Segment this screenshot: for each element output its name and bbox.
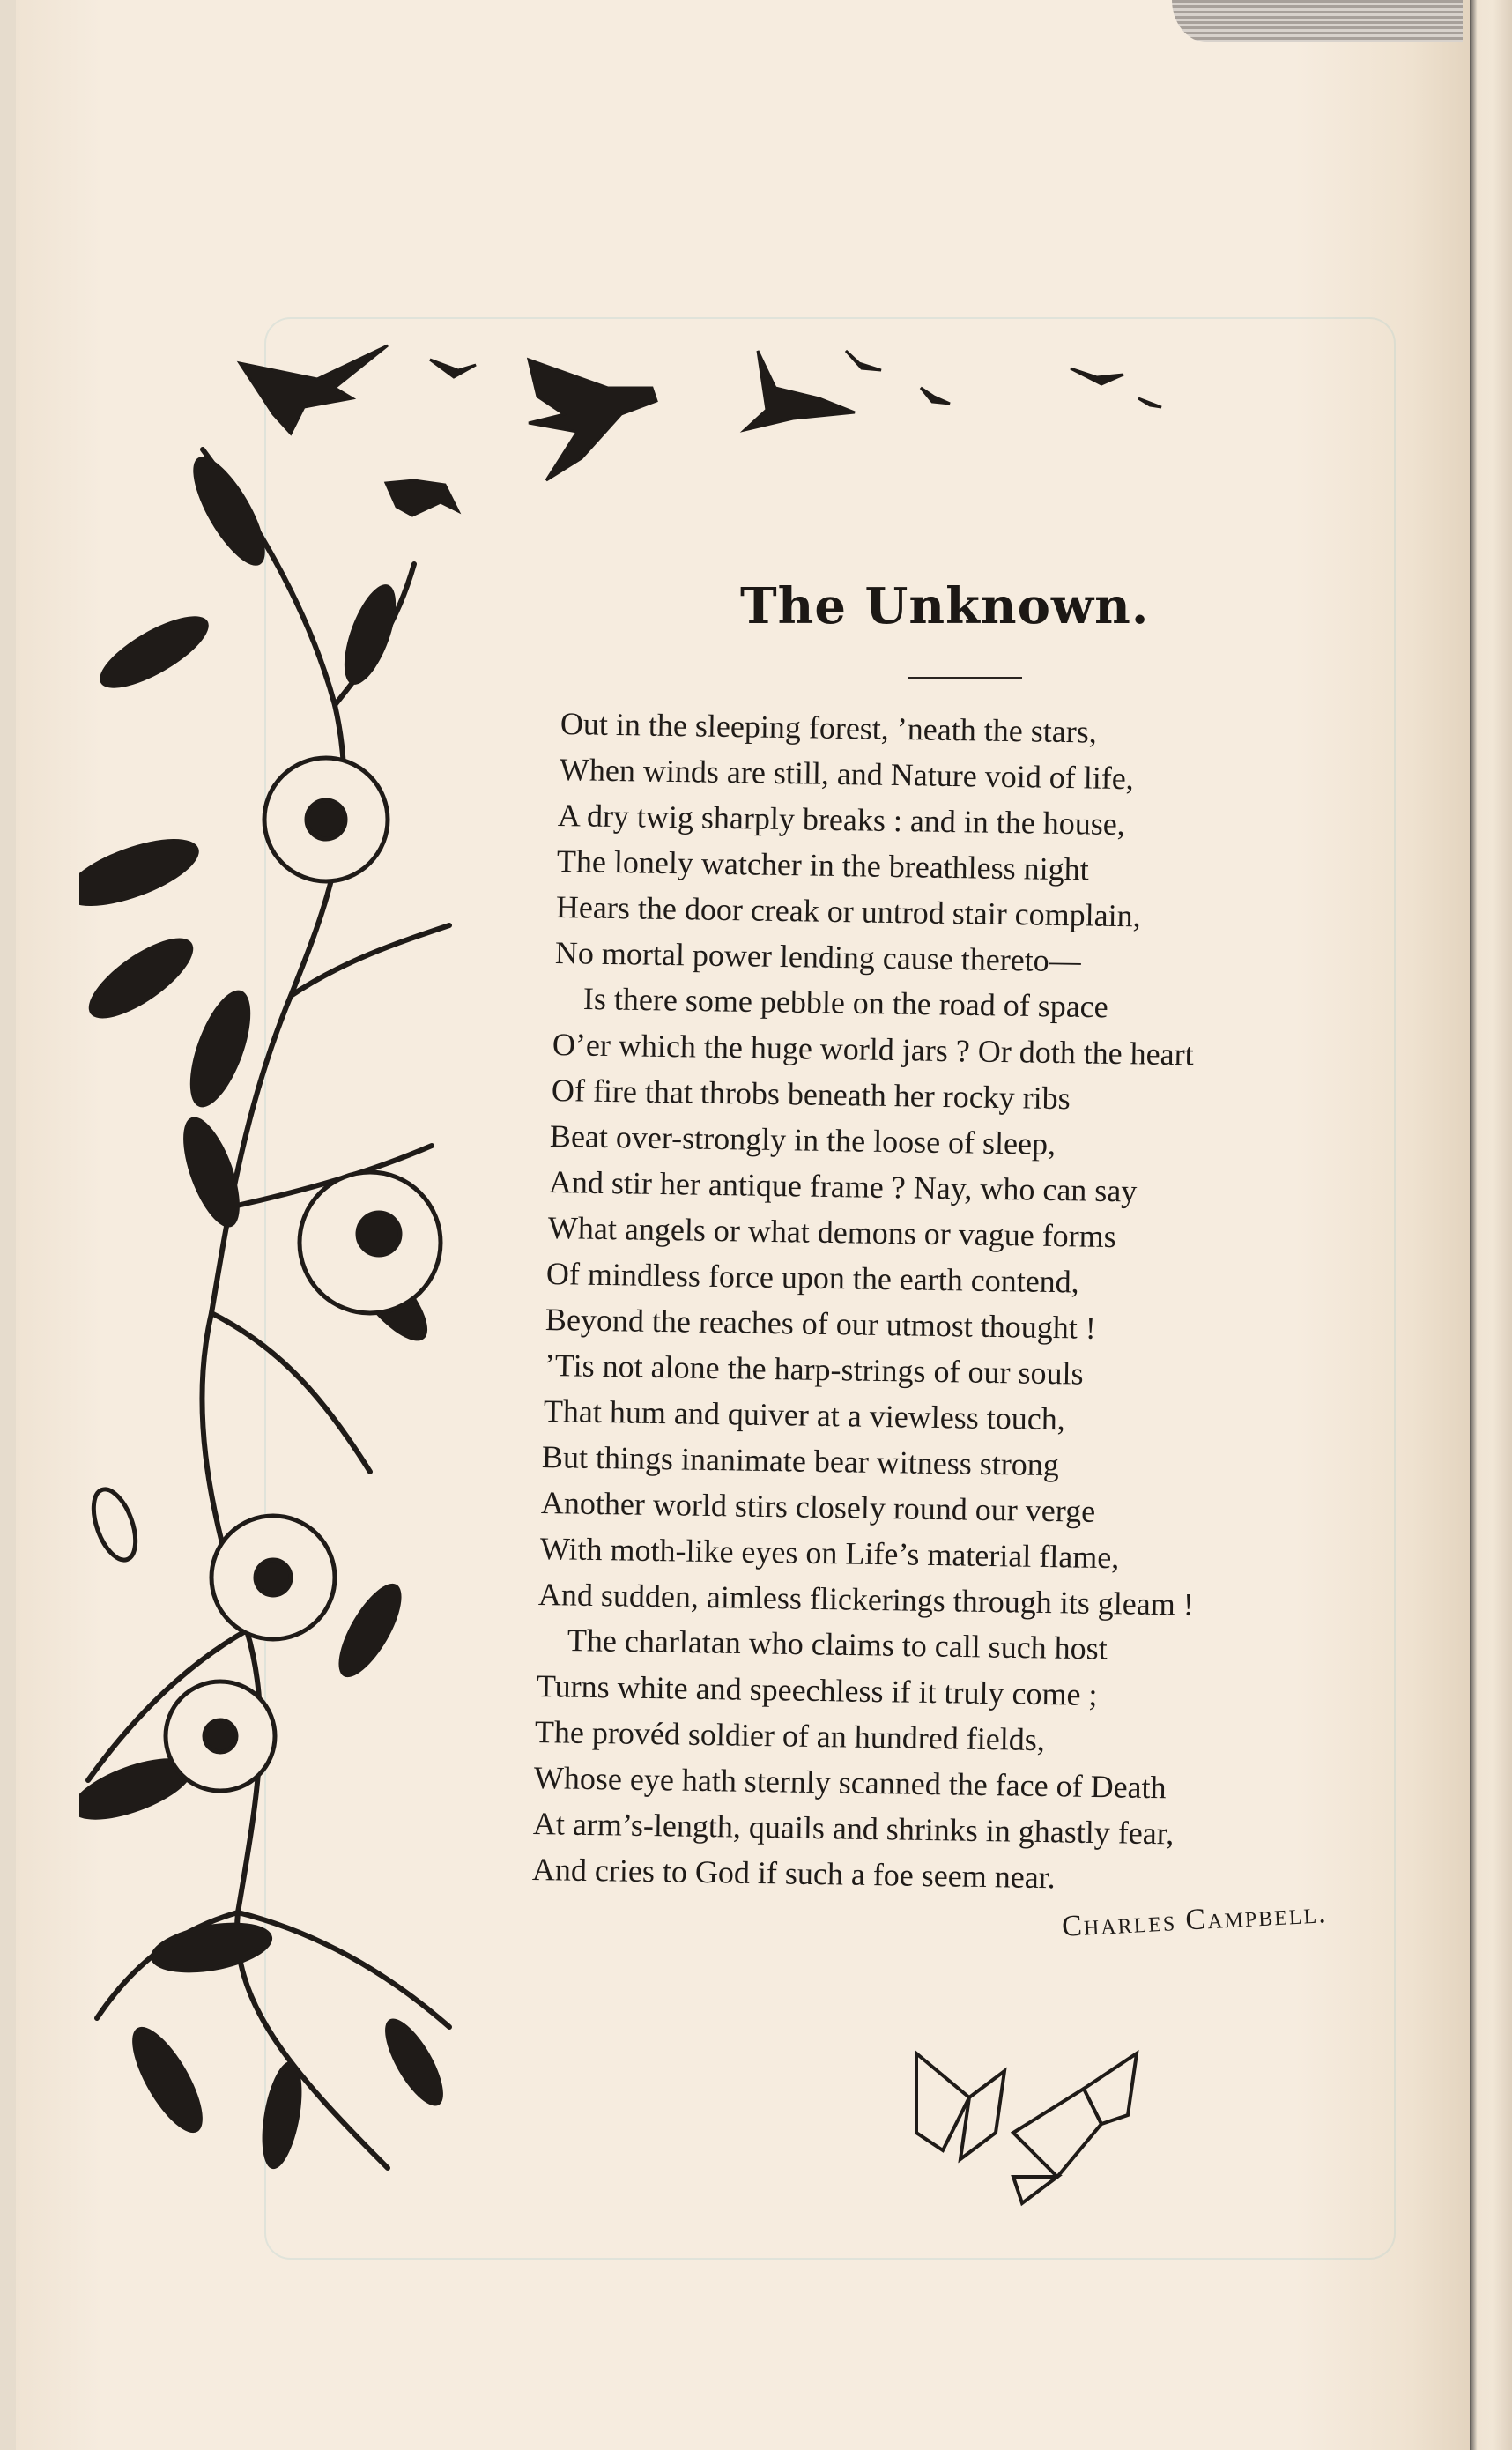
poem-line: Is there some pebble on the road of space — [582, 981, 1109, 1025]
poem-line: A dry twig sharply breaks : and in the house, — [558, 798, 1126, 843]
poem-line: Beyond the reaches of our utmost thought ! — [545, 1302, 1097, 1346]
poem-line: And stir her antique frame ? Nay, who can say — [548, 1164, 1138, 1209]
poem-line: When winds are still, and Nature void of life, — [559, 752, 1134, 797]
flower-vine-icon — [79, 414, 537, 2212]
poem-line: Of fire that throbs beneath her rocky ribs — [551, 1073, 1071, 1117]
bird-icon — [921, 388, 950, 404]
poem-line: Of mindless force upon the earth contend, — [546, 1256, 1080, 1300]
bird-icon — [745, 351, 855, 430]
poem-line: Another world stirs closely round our verge — [540, 1485, 1096, 1529]
poem-line: At arm’s-length, quails and shrinks in ghastly fear, — [532, 1806, 1175, 1852]
poem-line: ’Tis not alone the harp-strings of our souls — [544, 1348, 1084, 1392]
poem-line: Whose eye hath sternly scanned the face of Death — [533, 1760, 1167, 1806]
poem-title: The Unknown. — [740, 577, 1150, 635]
bird-icon — [1071, 368, 1123, 384]
poem-line: With moth-like eyes on Life’s material flame, — [539, 1531, 1120, 1576]
title-rule — [908, 677, 1022, 679]
butterfly-icon — [916, 2053, 1004, 2159]
poem-author: Charles Campbell. — [1061, 1897, 1329, 1943]
butterflies-icon — [908, 2036, 1172, 2212]
poem-line: The provéd soldier of an hundred fields, — [535, 1714, 1046, 1758]
poem-line: The charlatan who claims to call such host — [567, 1622, 1108, 1667]
poem-line: That hum and quiver at a viewless touch, — [543, 1393, 1065, 1437]
poem-line: The lonely watcher in the breathless night — [556, 843, 1090, 887]
rose-icon — [211, 1516, 335, 1639]
poem-line: O’er which the huge world jars ? Or doth the heart — [552, 1027, 1194, 1073]
rose-icon — [300, 1172, 441, 1313]
butterfly-icon — [1013, 2053, 1137, 2203]
poem-line: And cries to God if such a foe seem near. — [531, 1852, 1056, 1896]
poem-line: What angels or what demons or vague forms — [547, 1210, 1116, 1255]
poem-line: And sudden, aimless flickerings through its gleam ! — [537, 1577, 1195, 1622]
poem-line: Beat over-strongly in the loose of sleep, — [549, 1118, 1056, 1162]
bird-icon — [430, 360, 476, 377]
bird-icon — [1138, 398, 1161, 407]
poem-line: But things inanimate bear witness strong — [541, 1439, 1060, 1483]
poem-line: Hears the door creak or untrod stair complain, — [555, 889, 1141, 934]
poem-line: Out in the sleeping forest, ’neath the stars, — [560, 706, 1098, 750]
bird-icon — [846, 351, 881, 370]
rose-icon — [264, 758, 388, 881]
bird-icon — [529, 360, 656, 480]
rose-icon — [166, 1682, 275, 1791]
poem-line: No mortal power lending cause thereto— — [554, 935, 1081, 979]
poem-line: Turns white and speechless if it truly come ; — [536, 1668, 1098, 1712]
